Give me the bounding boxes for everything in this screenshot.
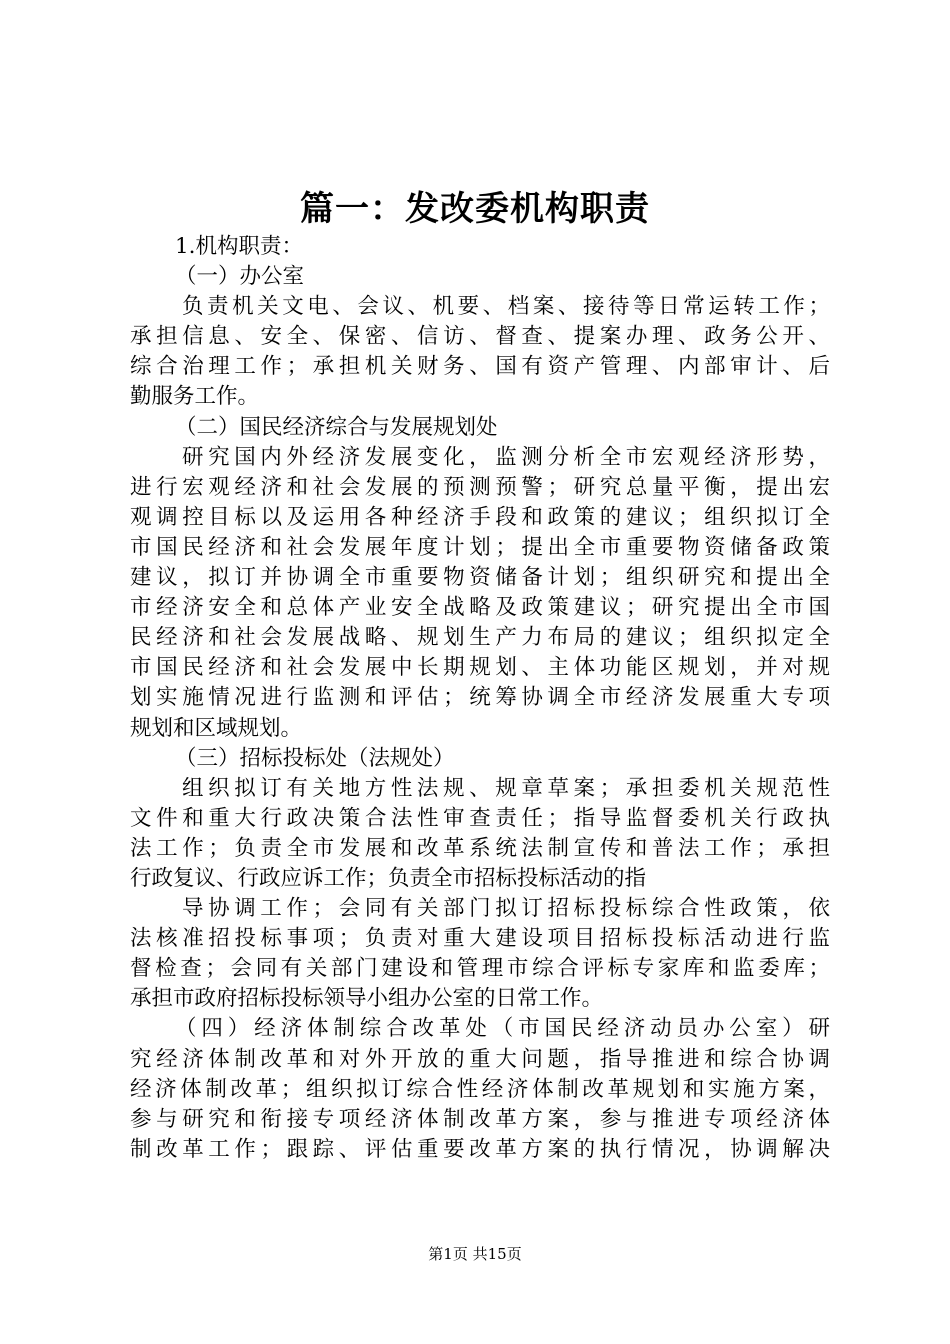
section-heading: （一）办公室 (175, 264, 305, 290)
page-number: 第1页 共15页 (428, 1245, 522, 1263)
section-heading: （三）招标投标处（法规处） (175, 745, 455, 771)
text-line: 承担信息、安全、保密、信访、督查、提案办理、政务公开、 (130, 324, 830, 350)
page-title: 篇一：发改委机构职责 (300, 189, 650, 229)
text-line: 划实施情况进行监测和评估；统筹协调全市经济发展重大专项 (130, 685, 830, 711)
text-line: 市国民经济和社会发展年度计划；提出全市重要物资储备政策 (130, 534, 830, 560)
text-line: 进行宏观经济和社会发展的预测预警；研究总量平衡，提出宏 (130, 474, 830, 500)
text-line: 制改革工作；跟踪、评估重要改革方案的执行情况，协调解决 (130, 1136, 830, 1162)
text-line: 法核准招投标事项；负责对重大建设项目招标投标活动进行监 (130, 926, 830, 952)
text-line: 市国民经济和社会发展中长期规划、主体功能区规划，并对规 (130, 655, 830, 681)
text-line: 勤服务工作。 (130, 384, 260, 410)
text-line: 督检查；会同有关部门建设和管理市综合评标专家库和监委库； (130, 956, 830, 982)
text-line: 1.机构职责： (175, 234, 304, 259)
text-line: 究经济体制改革和对外开放的重大问题，指导推进和综合协调 (130, 1046, 830, 1072)
section-heading: （二）国民经济综合与发展规划处 (175, 414, 498, 440)
section-heading: （四）经济体制综合改革处（市国民经济动员办公室）研 (175, 1016, 830, 1042)
text-line: 经济体制改革；组织拟订综合性经济体制改革规划和实施方案， (130, 1076, 830, 1102)
text-line: 建议，拟订并协调全市重要物资储备计划；组织研究和提出全 (130, 565, 830, 591)
text-line: 导协调工作；会同有关部门拟订招标投标综合性政策，依 (182, 896, 830, 922)
text-line: 法工作；负责全市发展和改革系统法制宣传和普法工作；承担 (130, 835, 830, 861)
text-line: 行政复议、行政应诉工作；负责全市招标投标活动的指 (130, 865, 647, 891)
text-line: 文件和重大行政决策合法性审查责任；指导监督委机关行政执 (130, 805, 830, 831)
text-line: 市经济安全和总体产业安全战略及政策建议；研究提出全市国 (130, 595, 830, 621)
text-line: 观调控目标以及运用各种经济手段和政策的建议；组织拟订全 (130, 504, 830, 530)
text-line: 承担市政府招标投标领导小组办公室的日常工作。 (130, 986, 604, 1012)
text-line: 组织拟订有关地方性法规、规章草案；承担委机关规范性 (182, 775, 830, 801)
text-line: 研究国内外经济发展变化，监测分析全市宏观经济形势， (182, 444, 830, 470)
text-line: 民经济和社会发展战略、规划生产力布局的建议；组织拟定全 (130, 625, 830, 651)
text-line: 综合治理工作；承担机关财务、国有资产管理、内部审计、后 (130, 354, 830, 380)
document-body (130, 232, 830, 1165)
text-line: 负责机关文电、会议、机要、档案、接待等日常运转工作； (182, 294, 830, 320)
text-line: 规划和区域规划。 (130, 715, 303, 741)
text-line: 参与研究和衔接专项经济体制改革方案，参与推进专项经济体 (130, 1106, 830, 1132)
